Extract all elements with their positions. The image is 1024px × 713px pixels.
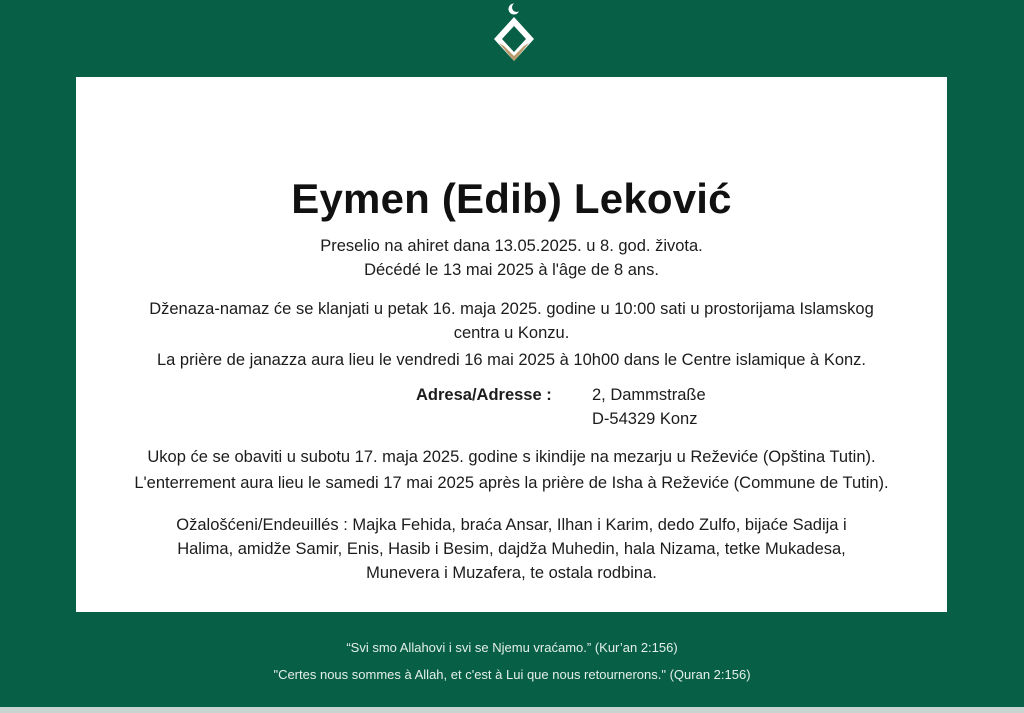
deceased-name: Eymen (Edib) Leković [291, 175, 732, 222]
burial-info-bs [76, 445, 947, 469]
address-city: D-54329 Konz [592, 410, 698, 428]
mourners-info [76, 513, 947, 585]
address-value [592, 383, 706, 431]
mourners-line-1: Ožalošćeni/Endeuillés : Majka Fehida, braća Ansar, Ilhan i Karim, dedo Zulfo, bijaće Sadija i [176, 516, 847, 534]
mourners-line-3: Munevera i Muzafera, te ostala rodbina. [366, 564, 657, 582]
mourners-line-2: Halima, amidže Samir, Enis, Hasib i Besim, dajdža Muhedin, hala Nizama, tetke Mukadesa, [177, 540, 846, 558]
burial-text-fr: L'enterrement aura lieu le samedi 17 mai 2025 après la prière de Isha à Reževiće (Commune de Tutin). [134, 474, 889, 492]
janaza-info-bs [76, 297, 947, 345]
janaza-text-bs-line2: centra u Konzu. [453, 324, 570, 342]
burial-info-fr [76, 471, 947, 495]
address-street: 2, Dammstraße [592, 386, 706, 404]
janaza-text-bs-line1: Dženaza-namaz će se klanjati u petak 16. maja 2025. godine u 10:00 sati u prostorijama Islamskog [149, 300, 874, 318]
quote-bosnian: “Svi smo Allahovi i svi se Njemu vraćamo.” (Kur’an 2:156) [346, 640, 678, 655]
death-text-bs: Preselio na ahiret dana 13.05.2025. u 8. god. života. [320, 237, 703, 255]
quote-french: "Certes nous sommes à Allah, et c'est à Lui que nous retournerons." (Quran 2:156) [273, 667, 751, 682]
burial-text-bs: Ukop će se obaviti u subotu 17. maja 2025. godine s ikindije na mezarju u Reževiće (Opština Tutin). [147, 448, 876, 466]
notice-content [76, 0, 947, 713]
death-text-fr: Décédé le 13 mai 2025 à l'âge de 8 ans. [364, 261, 659, 279]
death-info [76, 234, 947, 282]
address-label: Adresa/Adresse : [416, 386, 552, 404]
janaza-text-fr: La prière de janazza aura lieu le vendredi 16 mai 2025 à 10h00 dans le Centre islamique à Konz. [156, 351, 867, 369]
janaza-info-fr [76, 348, 947, 372]
